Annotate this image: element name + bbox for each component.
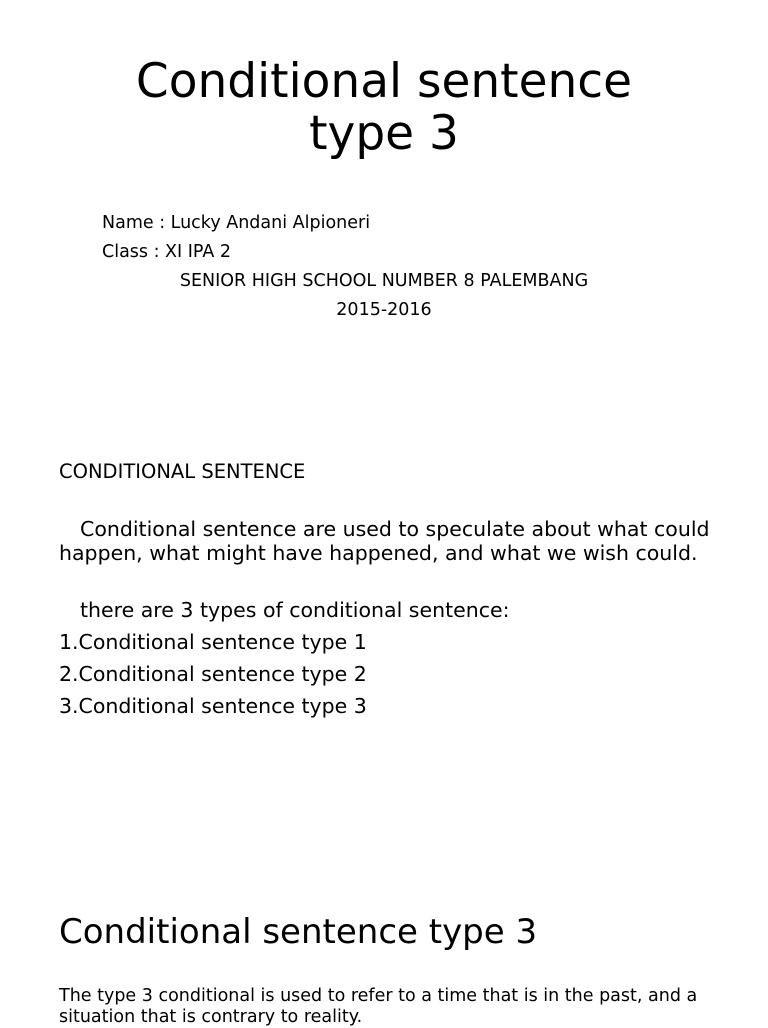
school-name: SENIOR HIGH SCHOOL NUMBER 8 PALEMBANG [179,271,589,291]
school-year: 2015-2016 [336,300,432,320]
student-name: Name : Lucky Andani Alpioneri [102,213,371,233]
list-item-type-2: 2.Conditional sentence type 2 [59,662,367,686]
section-heading: CONDITIONAL SENTENCE [59,460,306,483]
slide-3-paragraph: The type 3 conditional is used to refer to a time that is in the past, and a situation that is contrary to reality. [59,986,698,1027]
slide-title [0,56,768,160]
slide-2 [0,430,768,870]
student-class: Class : XI IPA 2 [102,242,232,262]
title-line-1: Conditional sentence [135,54,633,109]
list-item-type-3: 3.Conditional sentence type 3 [59,694,367,718]
slide-3 [0,870,768,1027]
definition-paragraph: Conditional sentence are used to speculate about what could happen, what might have happened, and what we wish could. [59,517,710,565]
slide-1 [0,0,768,430]
title-line-2: type 3 [309,106,459,161]
list-item-type-1: 1.Conditional sentence type 1 [59,630,367,654]
slide-3-heading: Conditional sentence type 3 [59,912,538,952]
types-intro: there are 3 types of conditional sentence: [80,598,510,622]
